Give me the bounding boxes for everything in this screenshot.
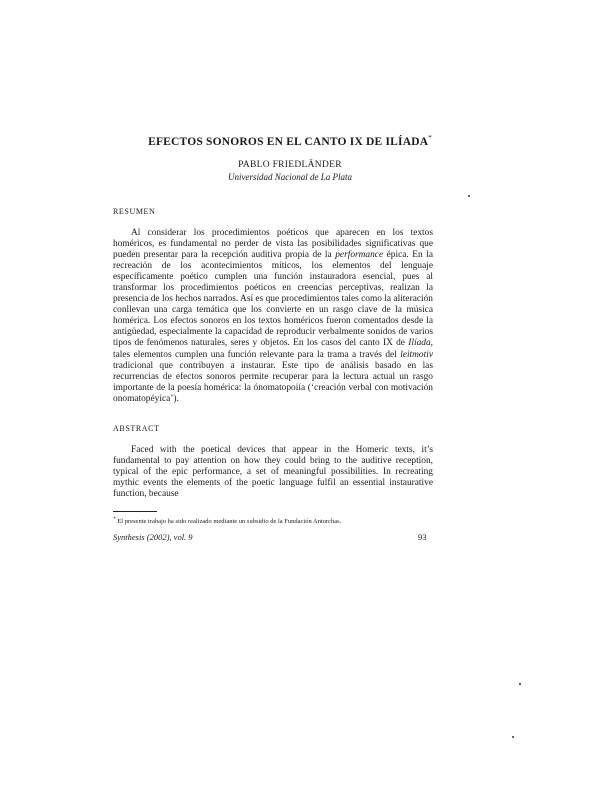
- journal-citation: Synthesis (2002), vol. 9: [113, 532, 193, 542]
- resumen-text-2: épica. En la recreación de los acontecimientos míticos, los elementos del lenguaje específicamente poético cumplen una función instauradora esencial, pues al transformar los procedimientos poéticos en creencias perceptivas, realizan la presencia de los hechos narrados. Así es que procedimientos tales como la aliteración conllevan una carga temática que los convierte en un rasgo clave de la música homérica. Los efectos sonoros en los textos homéricos fueron comentados desde la antigüedad, especialmente la capacidad de reproducir verbalmente sonidos de varios tipos de fenómenos naturales, seres y objetos. En los casos del canto IX de: [113, 250, 433, 349]
- resumen-emphasis-leitmotiv: leitmotiv: [400, 349, 433, 360]
- scan-speck: [512, 736, 514, 738]
- title-footnote-marker: *: [428, 134, 432, 142]
- page-number: 93: [418, 532, 427, 542]
- footnote-text: El presente trabajo ha sido realizado mediante un subsidio de la Fundación Antorchas.: [117, 518, 342, 526]
- resumen-paragraph: [113, 228, 433, 405]
- article-title: [100, 134, 480, 148]
- resumen-text-4: tradicional que contribuyen a instaurar. Este tipo de análisis basado en las recurrencias de efectos sonoros permite recuperar para la lectura actual un rasgo importante de la poesía homérica: la ónomatopoiía (‘creación verbal con motivación onomatopéyica’).: [113, 360, 433, 404]
- author-name: PABLO FRIEDLÄNDER: [238, 160, 342, 170]
- footnote-marker: *: [113, 516, 116, 522]
- resumen-emphasis-performance: performance: [335, 250, 384, 261]
- abstract-paragraph: Faced with the poetical devices that appear in the Homeric texts, it’s fundamental to pay attention on how they could bring to the auditive reception, typical of the epic performance, a set of meaningful possibilities. In recreating mythic events the elements of the poetic language fulfil an essential instaurative function, because: [113, 445, 433, 500]
- scan-speck: [519, 683, 521, 685]
- footnote: [113, 515, 433, 526]
- abstract-heading: ABSTRACT: [113, 424, 160, 433]
- resumen-emphasis-iliada: Ilíada: [408, 338, 431, 349]
- author-affiliation: Universidad Nacional de La Plata: [228, 172, 352, 182]
- title-text: EFECTOS SONOROS EN EL CANTO IX DE ILÍADA: [148, 135, 429, 148]
- resumen-text-3: , tales elementos cumplen una función relevante para la trama a través del: [113, 338, 433, 360]
- scan-speck: [468, 195, 470, 197]
- resumen-heading: RESUMEN: [113, 207, 156, 216]
- footnote-divider: [113, 511, 157, 512]
- resumen-text-1: Al considerar los procedimientos poéticos que aparecen en los textos homéricos, es fundamental no perder de vista las posibilidades significativas que pueden presentar para la recepción auditiva propia de la: [113, 228, 433, 261]
